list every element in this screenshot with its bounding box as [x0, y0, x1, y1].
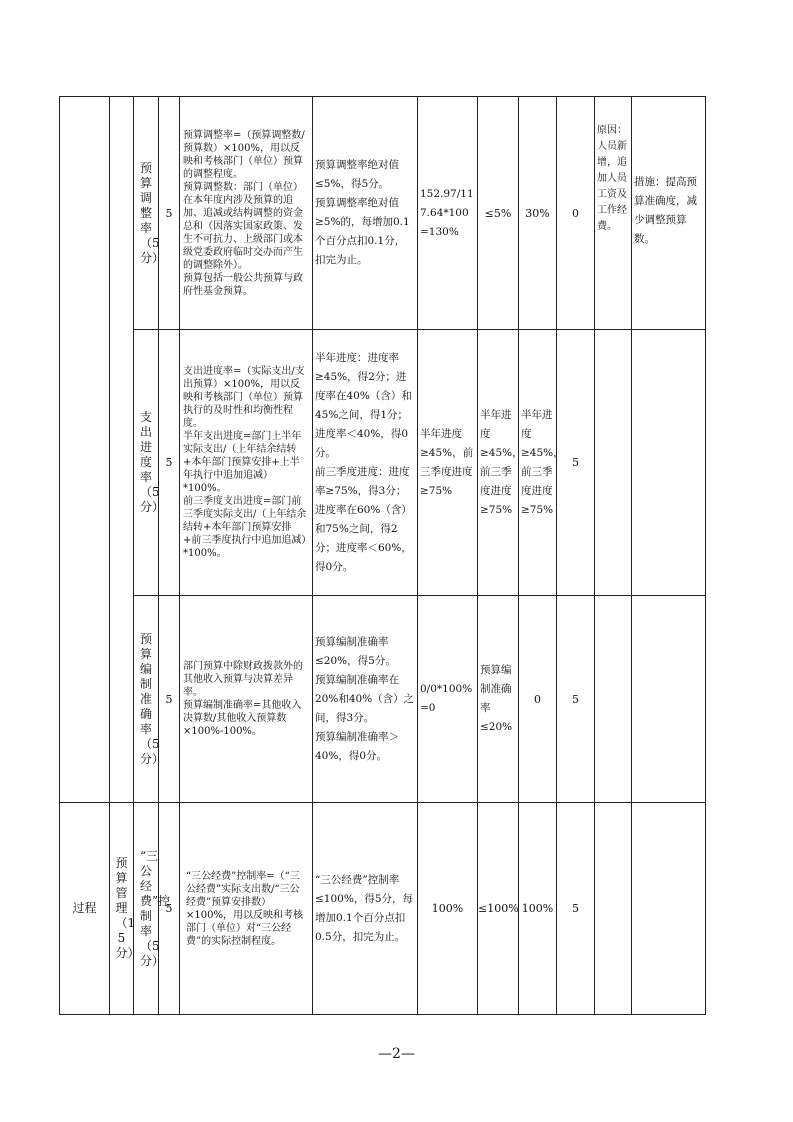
- stage-cell: 过程: [60, 803, 110, 1015]
- completion-cell: 0: [519, 596, 557, 803]
- actual-cell: 0/0*100%=0: [418, 596, 478, 803]
- stage-cell: [60, 97, 110, 803]
- measure-cell: [632, 596, 706, 803]
- actual-cell: 152.97/117.64*100=130%: [418, 97, 478, 330]
- category-cell: [110, 97, 134, 803]
- weight-cell: 5: [159, 97, 180, 330]
- weight-cell: 5: [159, 596, 180, 803]
- definition-cell: 支出进度率=（实际支出/支出预算）×100%，用以反映和考核部门（单位）预算执行的及时性和均衡性程度。 半年支出进度=部门上半年实际支出/（上年结余结转+本年部门预算安排+上半年执行中追加追减）*100%。 前三季度支出进度=部门前三季度实际支出/（上年结余结转+本年部门预算安排+前三季度执行中追加追减）*100%。: [180, 330, 313, 596]
- page-number: —2—: [378, 1046, 415, 1062]
- definition-cell: 预算调整率=（预算调整数/预算数）×100%，用以反映和考核部门（单位）预算的调整程度。 预算调整数：部门（单位）在本年度内涉及预算的追加、追减或结构调整的资金总和（因落实国家政策、发生不可抗力、上级部门或本级党委政府临时交办而产生的调整除外）。 预算包括一般公共预算与政府性基金预算。: [180, 97, 313, 330]
- weight-cell: 5: [159, 803, 180, 1015]
- definition-cell: “三公经费”控制率=（“三公经费”实际支出数/“三公经费”预算安排数）×100%，用以反映和考核部门（单位）对“三公经费”的实际控制程度。: [180, 803, 313, 1015]
- measure-cell: [632, 330, 706, 596]
- score-cell: 5: [557, 330, 595, 596]
- reason-cell: [595, 330, 632, 596]
- table-row: [60, 97, 706, 330]
- standard-cell: 预算编制准确率≤20%，得5分。 预算编制准确率在20%和40%（含）之间，得3分。 预算编制准确率＞40%，得0分。: [313, 596, 418, 803]
- evaluation-table: [59, 96, 706, 1015]
- target-cell: ≤100%: [478, 803, 519, 1015]
- completion-cell: 100%: [519, 803, 557, 1015]
- completion-cell: 半年进度≥45%，前三季度进度≥75%: [519, 330, 557, 596]
- target-cell: 半年进度≥45%，前三季度进度≥75%: [478, 330, 519, 596]
- target-cell: 预算编制准确率≤20%: [478, 596, 519, 803]
- indicator-cell: 预算编制准确率（5分）: [134, 596, 159, 803]
- standard-cell: 预算调整率绝对值≤5%，得5分。 预算调整率绝对值≥5%的，每增加0.1个百分点扣0.1分，扣完为止。: [313, 97, 418, 330]
- reason-cell: [595, 803, 632, 1015]
- reason-cell: [595, 596, 632, 803]
- target-cell: ≤5%: [478, 97, 519, 330]
- reason-cell: 原因：人员新增，追加人员工资及工作经费。: [595, 97, 632, 330]
- score-cell: 5: [557, 803, 595, 1015]
- standard-cell: “三公经费”控制率≤100%，得5分，每增加0.1个百分点扣0.5分，扣完为止。: [313, 803, 418, 1015]
- definition-cell: 部门预算中除财政拨款外的其他收入预算与决算差异率。 预算编制准确率=其他收入决算数/其他收入预算数×100%-100%。: [180, 596, 313, 803]
- measure-cell: [632, 803, 706, 1015]
- completion-cell: 30%: [519, 97, 557, 330]
- actual-cell: 半年进度≥45%，前三季度进度≥75%: [418, 330, 478, 596]
- score-cell: 5: [557, 596, 595, 803]
- standard-cell: 半年进度：进度率≥45%，得2分；进度率在40%（含）和45%之间，得1分；进度率＜40%，得0分。 前三季度进度：进度率≥75%，得3分；进度率在60%（含）和75%之间，得2分；进度率＜60%，得0分。: [313, 330, 418, 596]
- indicator-cell: 预算调整率（5分）: [134, 97, 159, 330]
- indicator-cell: 支出进度率（5分）: [134, 330, 159, 596]
- category-cell: 预算管理（15分）: [110, 803, 134, 1015]
- indicator-cell: “三公经费”控制率（5分）: [134, 803, 159, 1015]
- table-row: [60, 330, 706, 596]
- weight-cell: 5: [159, 330, 180, 596]
- score-cell: 0: [557, 97, 595, 330]
- measure-cell: 措施：提高预算准确度，减少调整预算数。: [632, 97, 706, 330]
- actual-cell: 100%: [418, 803, 478, 1015]
- table-row: [60, 803, 706, 1015]
- table-row: [60, 596, 706, 803]
